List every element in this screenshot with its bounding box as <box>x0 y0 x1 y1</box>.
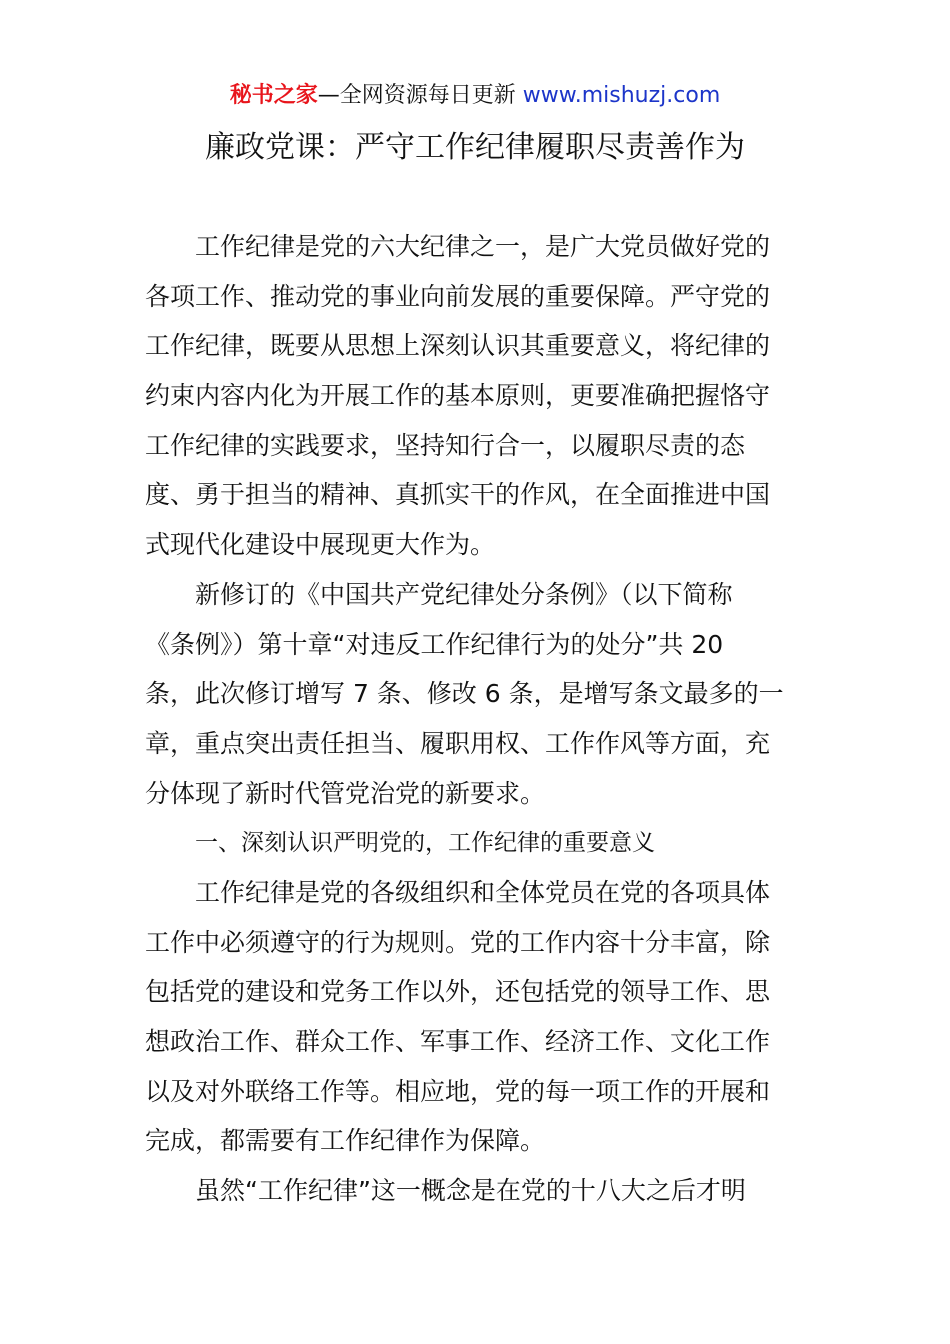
site-tagline: —全网资源每日更新 <box>317 83 516 108</box>
text-line: 想政治工作、群众工作、军事工作、经济工作、文化工作 <box>145 1027 771 1056</box>
site-header <box>0 80 950 112</box>
text-line: 完成，都需要有工作纪律作为保障。 <box>145 1126 546 1156</box>
text-line: 包括党的建设和党务工作以外，还包括党的领导工作、思 <box>145 977 771 1007</box>
text-line: 以及对外联络工作等。相应地，党的每一项工作的开展和 <box>145 1076 771 1106</box>
section-heading: 一、深刻认识严明党的，工作纪律的重要意义 <box>195 830 655 857</box>
site-brand: 秘书之家 <box>229 83 318 108</box>
text-line: 各项工作、推动党的事业向前发展的重要保障。严守党的 <box>145 281 771 311</box>
text-line: 工作纪律的实践要求，坚持知行合一，以履职尽责的态 <box>145 430 746 460</box>
text-line: 度、勇于担当的精神、真抓实干的作风，在全面推进中国 <box>145 480 771 510</box>
text-line: 工作中必须遵守的行为规则。党的工作内容十分丰富，除 <box>145 927 771 957</box>
text-line: 条，此次修订增写 7 条、修改 6 条，是增写条文最多的一 <box>145 679 784 709</box>
text-line: 分体现了新时代管党治党的新要求。 <box>145 778 546 808</box>
text-line: 虽然“工作纪律”这一概念是在党的十八大之后才明 <box>195 1176 746 1206</box>
document-body <box>145 226 807 1220</box>
text-line: 式现代化建设中展现更大作为。 <box>145 530 496 560</box>
document-title: 廉政党课：严守工作纪律履职尽责善作为 <box>205 130 745 165</box>
text-line: 《条例》）第十章“对违反工作纪律行为的处分”共 20 <box>145 629 724 659</box>
text-line: 新修订的《中国共产党纪律处分条例》（以下简称 <box>195 579 733 609</box>
text-line: 约束内容内化为开展工作的基本原则，更要准确把握恪守 <box>145 381 771 411</box>
text-line: 工作纪律是党的各级组织和全体党员在党的各项具体 <box>195 877 771 907</box>
text-line: 章，重点突出责任担当、履职用权、工作作风等方面，充 <box>145 728 771 758</box>
text-line: 工作纪律，既要从思想上深刻认识其重要意义，将纪律的 <box>145 331 771 361</box>
site-url-link[interactable]: www.mishuzj.com <box>522 83 721 108</box>
text-line: 工作纪律是党的六大纪律之一，是广大党员做好党的 <box>195 232 771 261</box>
